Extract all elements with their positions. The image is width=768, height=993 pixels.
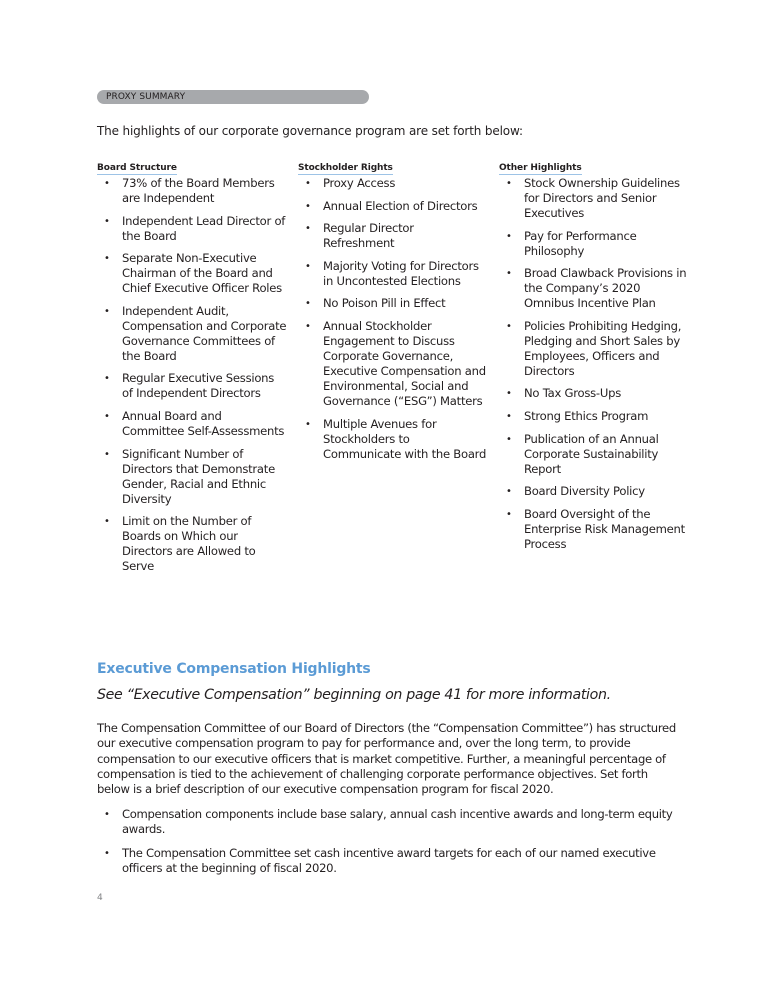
bullet-icon: •	[104, 178, 110, 189]
list-item: • Majority Voting for Directors in Uncontested Elections	[305, 258, 479, 288]
compensation-bullets	[97, 807, 687, 884]
page-number: 4	[97, 893, 103, 903]
bullet-icon: •	[104, 809, 110, 820]
bullet-icon: •	[506, 230, 512, 242]
bullet-icon: •	[506, 178, 512, 189]
governance-column-board-structure	[97, 155, 287, 582]
section-subtitle: See “Executive Compensation” beginning on page 41 for more information.	[97, 687, 611, 703]
list-item: • Regular Director Refreshment	[305, 221, 414, 251]
list-item: • Annual Election of Directors	[305, 198, 478, 213]
list-item: • Stock Ownership Guidelines for Directors and Senior Executives	[506, 176, 680, 220]
list-item: • Compensation components include base salary, annual cash incentive awards and long-term equity awards.	[104, 807, 673, 837]
bullet-icon: •	[305, 298, 311, 310]
governance-column-other-highlights	[499, 155, 689, 559]
bullet-icon: •	[104, 410, 110, 422]
list-item: • Separate Non-Executive Chairman of the Board and Chief Executive Officer Roles	[104, 251, 282, 296]
bullet-icon: •	[506, 268, 512, 280]
column-heading: Board Structure	[97, 163, 177, 173]
list-item: • Limit on the Number of Boards on Which our Directors are Allowed to Serve	[104, 514, 256, 574]
bullet-icon: •	[506, 410, 512, 422]
list-item: • No Tax Gross-Ups	[506, 386, 622, 401]
list-item: • Regular Executive Sessions of Independent Directors	[104, 371, 275, 401]
column-heading: Other Highlights	[499, 163, 582, 173]
list-item: • Policies Prohibiting Hedging, Pledging and Short Sales by Employees, Officers and Directors	[506, 318, 682, 378]
bullet-icon: •	[305, 260, 311, 272]
column-heading: Stockholder Rights	[298, 163, 393, 173]
bullet-icon: •	[506, 320, 512, 332]
list-item: • Independent Lead Director of the Board	[104, 213, 286, 243]
bullet-icon: •	[104, 448, 110, 460]
bullet-icon: •	[506, 508, 512, 520]
board-structure-list	[97, 176, 287, 574]
bullet-icon: •	[104, 215, 110, 227]
list-item: • The Compensation Committee set cash incentive award targets for each of our named executive officers at the beginning of fiscal 2020.	[104, 845, 656, 875]
list-item: • No Poison Pill in Effect	[305, 296, 446, 311]
bullet-icon: •	[506, 433, 512, 445]
governance-column-stockholder-rights	[298, 155, 488, 469]
list-item: • Board Oversight of the Enterprise Risk Management Process	[506, 506, 685, 551]
list-item: • Strong Ethics Program	[506, 408, 649, 423]
bullet-icon: •	[506, 388, 512, 400]
stockholder-rights-list	[298, 176, 488, 462]
other-highlights-list	[499, 176, 689, 552]
bullet-icon: •	[305, 418, 311, 430]
bullet-icon: •	[506, 486, 512, 498]
intro-text: The highlights of our corporate governance program are set forth below:	[97, 124, 523, 138]
list-item: • Independent Audit, Compensation and Corporate Governance Committees of the Board	[104, 303, 287, 363]
list-item: • Multiple Avenues for Stockholders to Communicate with the Board	[305, 416, 487, 461]
section-title: Executive Compensation Highlights	[97, 661, 371, 677]
bullet-icon: •	[104, 305, 110, 317]
bullet-icon: •	[104, 516, 110, 528]
bullet-icon: •	[104, 373, 110, 385]
list-item: • Pay for Performance Philosophy	[506, 228, 637, 258]
bullet-icon: •	[305, 178, 311, 189]
section-banner: PROXY SUMMARY	[97, 90, 369, 104]
bullet-icon: •	[104, 253, 110, 265]
bullet-icon: •	[305, 200, 311, 212]
list-item: • Board Diversity Policy	[506, 484, 645, 499]
list-item: • Proxy Access	[305, 176, 396, 190]
body-paragraph: The Compensation Committee of our Board of Directors (the “Compensation Committee”) has structured our executive compensation program to pay for performance and, over the long term, to provide compensation to our executive officers that is market competitive. Further, a meaningful percentage of compensation is tied to the achievement of challenging corporate performance objectives. Set forth below is a brief description of our executive compensation program for fiscal 2020.	[97, 721, 676, 797]
list-item: • Significant Number of Directors that Demonstrate Gender, Racial and Ethnic Diversity	[104, 446, 275, 506]
bullet-icon: •	[305, 223, 311, 235]
bullet-icon: •	[104, 847, 110, 859]
list-item: • Broad Clawback Provisions in the Company’s 2020 Omnibus Incentive Plan	[506, 266, 687, 311]
bullet-icon: •	[305, 320, 311, 332]
list-item: • Publication of an Annual Corporate Sustainability Report	[506, 431, 659, 476]
list-item: • Annual Stockholder Engagement to Discuss Corporate Governance, Executive Compensation and Environmental, Social and Governance (“ESG”) Matters	[305, 318, 486, 408]
list-item: • 73% of the Board Members are Independent	[104, 176, 275, 205]
list-item: • Annual Board and Committee Self-Assessments	[104, 408, 285, 438]
